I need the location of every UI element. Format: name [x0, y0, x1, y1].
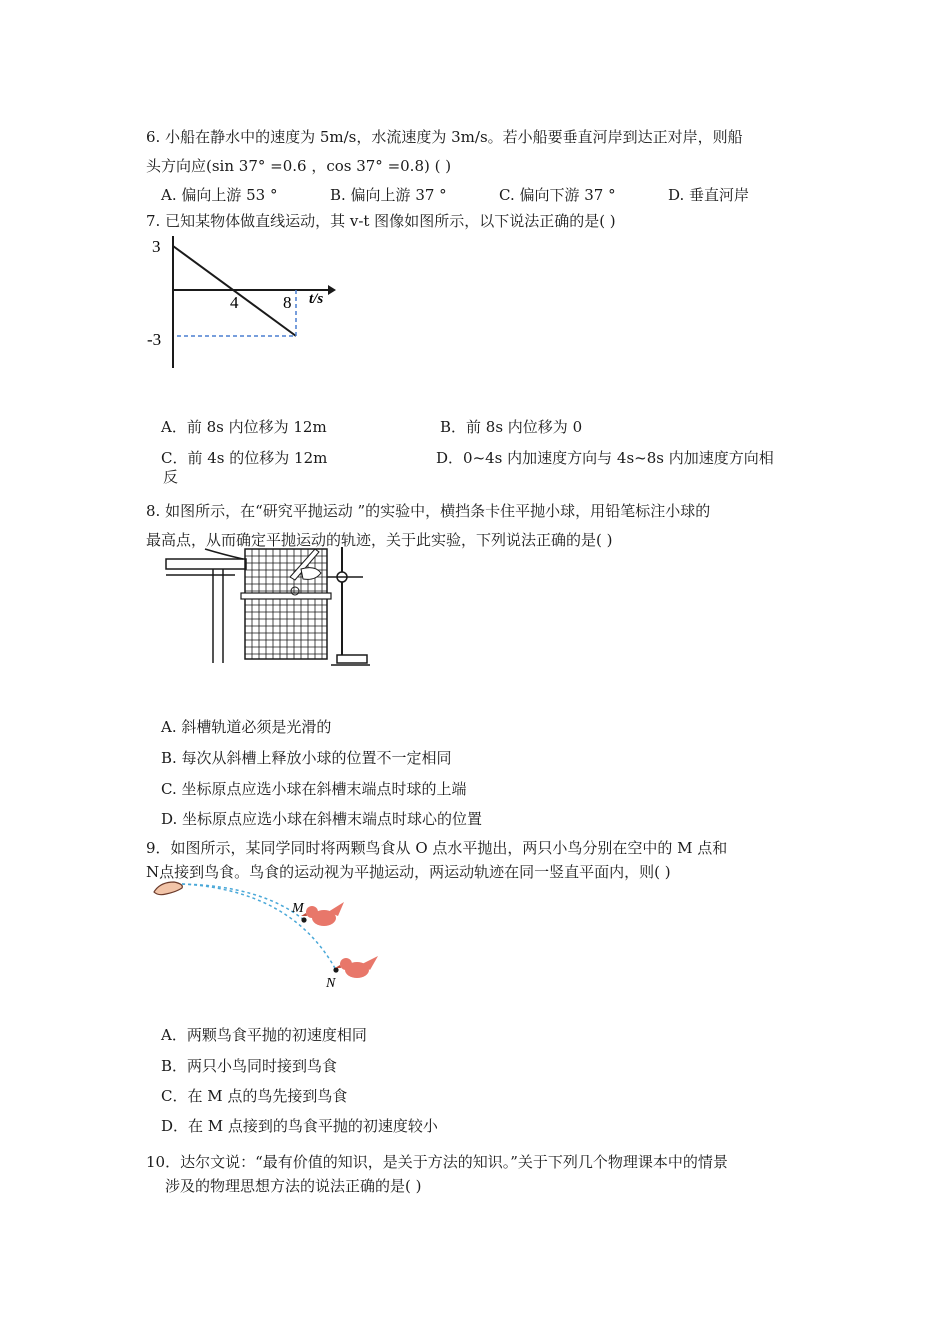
q7-option-c: C．前 4s 的位移为 12m	[161, 449, 328, 467]
point-n	[333, 967, 338, 972]
q7-stem: 7. 已知某物体做直线运动，其 v-t 图像如图所示，以下说法正确的是( )	[146, 212, 616, 230]
q9-stem-line1: 9．如图所示，某同学同时将两颗鸟食从 O 点水平抛出，两只小鸟分别在空中的 M 点和	[146, 839, 728, 857]
q7-option-a: A．前 8s 内位移为 12m	[161, 418, 327, 436]
y-bottom-label: -3	[147, 330, 162, 349]
y-top-label: 3	[152, 237, 161, 256]
t-axis-label: t/s	[309, 291, 324, 307]
label-m: M	[292, 901, 304, 916]
bird-n-icon	[335, 956, 378, 978]
projectile-apparatus-figure	[165, 545, 375, 667]
q9-option-d: D．在 M 点接到的鸟食平抛的初速度较小	[161, 1117, 438, 1135]
q7-option-d-continued: 反	[163, 468, 179, 486]
hand-icon	[301, 568, 321, 580]
catch-bar	[241, 593, 331, 599]
q10-stem-line2: 涉及的物理思想方法的说法正确的是( )	[165, 1177, 422, 1195]
q8-option-c: C. 坐标原点应选小球在斜槽末端点时球的上端	[161, 780, 467, 798]
stand-base	[337, 655, 367, 663]
q6-stem-line1: 6. 小船在静水中的速度为 5m/s，水流速度为 3m/s。若小船要垂直河岸到达正对岸，则船	[146, 128, 743, 146]
q6-stem-line2: 头方向应(sin 37° =0.6 ，cos 37° =0.8) ( )	[146, 157, 452, 175]
q8-option-d: D. 坐标原点应选小球在斜槽末端点时球心的位置	[161, 810, 483, 828]
q9-option-c: C．在 M 点的鸟先接到鸟食	[161, 1087, 348, 1105]
q8-option-a: A. 斜槽轨道必须是光滑的	[161, 718, 332, 736]
grid-board	[245, 549, 327, 659]
label-n: N	[326, 976, 336, 991]
x-end-label: 8	[283, 293, 292, 312]
vt-graph	[140, 232, 340, 374]
q6-option-a: A. 偏向上游 53 °	[161, 186, 278, 204]
q10-stem-line1: 10．达尔文说：“最有价值的知识，是关于方法的知识。”关于下列几个物理课本中的情景	[146, 1153, 728, 1171]
q7-option-b: B．前 8s 内位移为 0	[440, 418, 583, 436]
hand-icon	[154, 882, 182, 895]
q6-option-c: C. 偏向下游 37 °	[499, 186, 616, 204]
table-top	[166, 559, 246, 569]
q6-option-b: B. 偏向上游 37 °	[330, 186, 447, 204]
bird-feed-figure	[152, 876, 384, 992]
x-mid-label: 4	[230, 293, 239, 312]
q8-option-b: B. 每次从斜槽上释放小球的位置不一定相同	[161, 749, 452, 767]
bird-m-icon	[301, 902, 344, 926]
q7-option-d: D．0~4s 内加速度方向与 4s~8s 内加速度方向相	[436, 449, 774, 467]
q9-option-a: A．两颗鸟食平抛的初速度相同	[161, 1026, 367, 1044]
t-axis-arrow-icon	[328, 285, 336, 295]
trajectory-n	[182, 884, 336, 970]
q9-option-b: B．两只小鸟同时接到鸟食	[161, 1057, 338, 1075]
point-m	[301, 917, 306, 922]
q9-stem-line2: N点接到鸟食。鸟食的运动视为平抛运动，两运动轨迹在同一竖直平面内，则( )	[146, 863, 671, 881]
q8-stem-line1: 8. 如图所示，在“研究平抛运动 ”的实验中，横挡条卡住平抛小球，用铅笔标注小球的	[146, 502, 711, 520]
q8-stem-line2: 最高点，从而确定平抛运动的轨迹，关于此实验，下列说法正确的是( )	[146, 531, 613, 549]
q6-option-d: D. 垂直河岸	[668, 186, 750, 204]
chute	[205, 549, 243, 559]
